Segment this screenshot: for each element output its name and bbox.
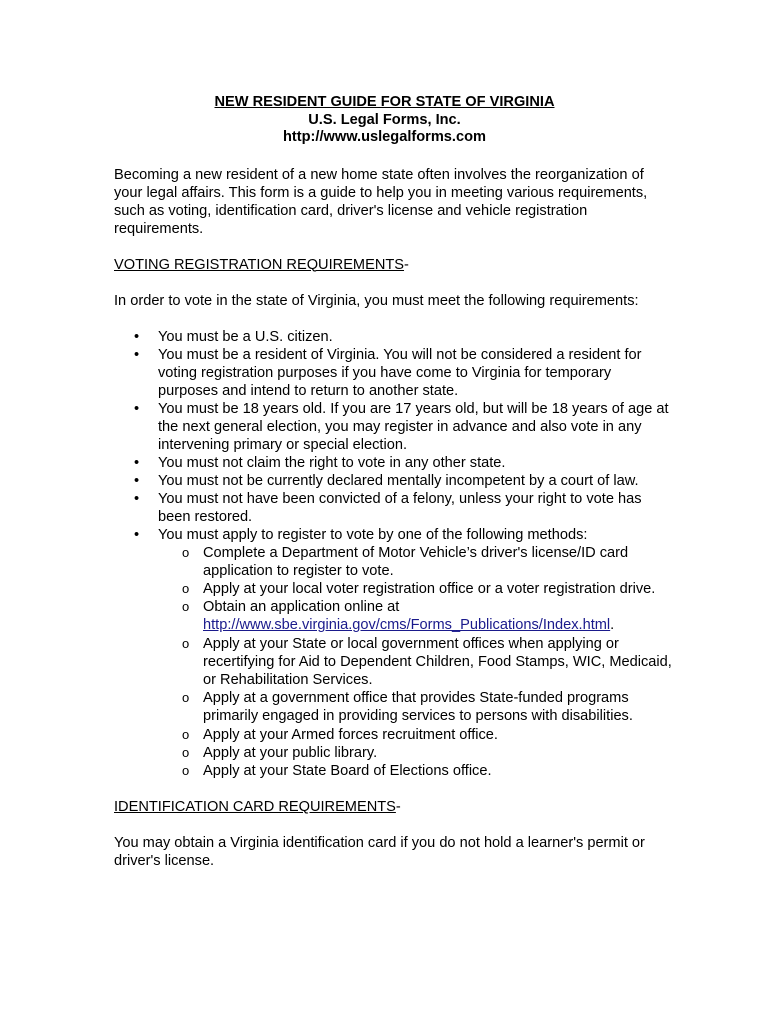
sub-bullet-icon: o: [182, 744, 190, 760]
company-url: http://www.uslegalforms.com: [283, 129, 486, 145]
bullet-icon: •: [134, 400, 140, 417]
bullet-icon: •: [134, 472, 140, 489]
list-item: [158, 726, 674, 744]
list-item: [158, 635, 674, 690]
company-name: U.S. Legal Forms, Inc.: [308, 111, 461, 128]
method-text: Apply at a government office that provides State-funded programs primarily engaged in providing services to persons with disabilities.: [203, 690, 633, 725]
list-item: [114, 526, 674, 781]
list-item: [114, 328, 674, 346]
identification-section-heading: [114, 798, 674, 816]
bullet-icon: •: [134, 346, 140, 363]
method-text: Obtain an application online at: [203, 599, 400, 616]
document-page: [114, 94, 674, 870]
list-item: [158, 544, 674, 580]
method-text: Apply at your State Board of Elections office.: [203, 762, 492, 779]
voting-heading-dash: -: [404, 256, 409, 273]
identification-paragraph: You may obtain a Virginia identification card if you do not hold a learner's permit or driver's license.: [114, 835, 645, 870]
list-item: [158, 580, 674, 598]
requirement-text: You must be a resident of Virginia. You will not be considered a resident for voting registration purposes if you have come to Virginia for temporary purposes and intend to return to another state.: [158, 346, 642, 399]
sub-bullet-icon: o: [182, 544, 190, 560]
sub-bullet-icon: o: [182, 580, 190, 596]
requirement-text: You must be a U.S. citizen.: [158, 328, 333, 345]
sub-bullet-icon: o: [182, 726, 190, 742]
bullet-icon: •: [134, 490, 140, 507]
list-item: [114, 490, 674, 526]
bullet-icon: •: [134, 526, 140, 543]
method-text: Apply at your State or local government offices when applying or recertifying for Aid to Dependent Children, Food Stamps, WIC, Medicaid, or Rehabilitation Services.: [203, 635, 672, 688]
document-title: NEW RESIDENT GUIDE FOR STATE OF VIRGINIA: [214, 94, 555, 110]
voting-section-heading: [114, 256, 674, 274]
list-item: [114, 346, 674, 400]
list-item: [114, 472, 674, 490]
method-text: Apply at your local voter registration office or a voter registration drive.: [203, 580, 656, 597]
voting-requirements-list: [114, 328, 674, 781]
requirement-text: You must not claim the right to vote in any other state.: [158, 454, 506, 471]
voting-heading-text: VOTING REGISTRATION REQUIREMENTS: [114, 256, 405, 273]
requirement-text: You must not have been convicted of a felony, unless your right to vote has been restored.: [158, 490, 642, 525]
sub-bullet-icon: o: [182, 599, 190, 615]
sub-bullet-icon: o: [182, 690, 190, 706]
list-item: [158, 744, 674, 762]
bullet-icon: •: [134, 454, 140, 471]
sub-bullet-icon: o: [182, 635, 190, 651]
requirement-text: You must apply to register to vote by one of the following methods:: [158, 526, 588, 543]
method-text: Complete a Department of Motor Vehicle’s driver's license/ID card application to register to vote.: [203, 544, 629, 579]
method-suffix: .: [610, 617, 615, 634]
identification-heading-text: IDENTIFICATION CARD REQUIREMENTS: [114, 799, 396, 816]
method-text: Apply at your public library.: [203, 744, 378, 761]
requirement-text: You must be 18 years old. If you are 17 years old, but will be 18 years of age at the next general election, you may register in advance and also vote in any intervening primary or special election.: [158, 400, 669, 453]
intro-paragraph: Becoming a new resident of a new home state often involves the reorganization of your legal affairs. This form is a guide to help you in meeting various requirements, such as voting, identification card, driver's license and vehicle registration requirements.: [114, 166, 648, 237]
requirement-text: You must not be currently declared mentally incompetent by a court of law.: [158, 472, 639, 489]
sbe-forms-link[interactable]: http://www.sbe.virginia.gov/cms/Forms_Publications/Index.html: [203, 617, 611, 634]
voting-lead: In order to vote in the state of Virginia, you must meet the following requirements:: [114, 292, 639, 309]
bullet-icon: •: [134, 328, 140, 345]
list-item: [158, 598, 674, 634]
sub-bullet-icon: o: [182, 762, 190, 778]
list-item: [158, 762, 674, 780]
list-item: [158, 689, 674, 725]
list-item: [114, 400, 674, 454]
method-text: Apply at your Armed forces recruitment office.: [203, 726, 498, 743]
document-header: [114, 94, 655, 147]
list-item: [114, 454, 674, 472]
registration-methods-list: [158, 544, 674, 781]
identification-heading-dash: -: [395, 799, 401, 816]
